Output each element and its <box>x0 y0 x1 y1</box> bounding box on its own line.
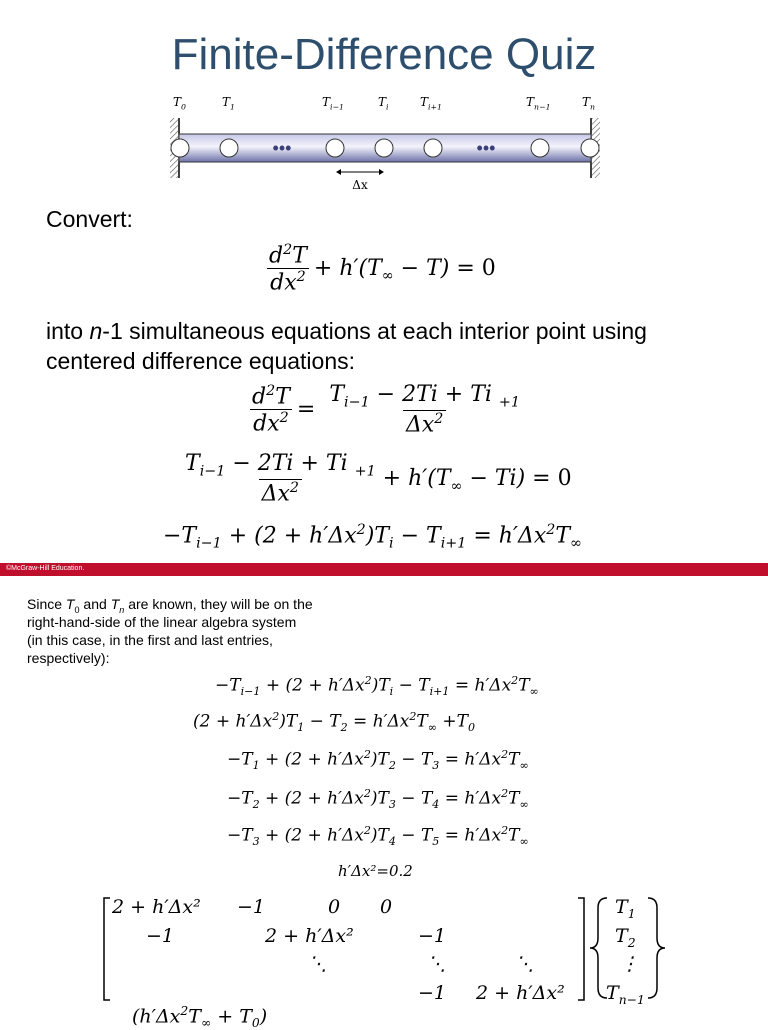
node-label-ti: $T_i$ <box>378 95 389 112</box>
centered-text: centered difference equations: <box>46 348 356 374</box>
system-eq-2: $-T_1 + (2 + h'\Delta x^2)T_2 - T_3 = h'\Delta x^2T_\infty$ <box>227 748 529 773</box>
matrix-r3c1: ⋱ <box>308 953 327 975</box>
since-line-2: right-hand-side of the linear algebra system <box>27 614 297 630</box>
matrix-r1c1: 2 + h′Δx² <box>112 896 201 918</box>
node-circle <box>171 139 189 157</box>
rod-ellipsis-left: ••• <box>272 138 292 158</box>
matrix-r1c2: −1 <box>237 896 266 918</box>
vector-tn-1: $T_{n-1}$ <box>606 982 645 1007</box>
matrix-r4c2: 2 + h′Δx² <box>476 982 565 1004</box>
matrix-r2c3: −1 <box>418 925 447 947</box>
final-equation: $-T_{i-1} + (2 + h'\Delta x^2)T_i - T_{i+1} = h'\Delta x^2T_\infty$ <box>163 522 582 552</box>
since-line-4: respectively): <box>27 650 110 666</box>
vector-dots: ⋮ <box>620 953 639 975</box>
node-circle <box>220 139 238 157</box>
matrix-r2c2: 2 + h′Δx² <box>265 925 354 947</box>
since-line-3: (in this case, in the first and last entries, <box>27 632 273 648</box>
h-value: h′Δx²=0.2 <box>338 862 413 880</box>
node-circle <box>531 139 549 157</box>
centered-difference-equation: $\frac{d^2T}{dx^2}$ = $\frac{T_{i-1} - 2Ti + Ti _{+1}}{\Delta x^2}$ <box>252 382 520 438</box>
system-eq-4: $-T_3 + (2 + h'\Delta x^2)T_4 - T_5 = h'\Delta x^2T_\infty$ <box>227 824 529 849</box>
node-label-t0: $T_0$ <box>173 95 186 112</box>
dx-label: Δx <box>352 178 368 192</box>
substituted-equation: $\frac{T_{i-1} - 2Ti + Ti _{+1}}{\Delta x^2}$ + $h'(T_\infty - Ti) = 0$ <box>185 451 572 507</box>
system-eq-1: $(2 + h'\Delta x^2)T_1 - T_2 = h'\Delta x^2T_\infty +T_0$ <box>193 710 475 735</box>
matrix-r2c1: −1 <box>146 925 175 947</box>
copyright: ©McGraw-Hill Education. <box>6 565 85 572</box>
vector-t2: $T_2$ <box>615 925 636 950</box>
rod-ellipsis-right: ••• <box>476 138 496 158</box>
node-label-ti-1: $T_{i-1}$ <box>322 95 345 112</box>
ode-equation: $\frac{d^2T}{dx^2}$ + $h'(T_\infty - T) = 0$ <box>269 242 496 296</box>
node-circle <box>581 139 599 157</box>
node-circle <box>375 139 393 157</box>
since-line-1: Since $T_0$ and $T_n$ are known, they will be on the <box>27 596 313 615</box>
matrix-r4c1: −1 <box>418 982 447 1004</box>
node-label-t1: $T_1$ <box>222 95 235 112</box>
matrix-r1c4: 0 <box>380 896 393 918</box>
node-circle <box>326 139 344 157</box>
footer-bar <box>0 563 768 576</box>
system-eq-general: $-T_{i-1} + (2 + h'\Delta x^2)T_i - T_{i+1} = h'\Delta x^2T_\infty$ <box>215 674 539 699</box>
node-label-tn: $T_n$ <box>582 95 596 112</box>
node-label-ti+1: $T_{i+1}$ <box>420 95 443 112</box>
matrix-r3c3: ⋱ <box>515 953 534 975</box>
vector-t1: $T_1$ <box>615 896 636 921</box>
system-eq-3: $-T_2 + (2 + h'\Delta x^2)T_3 - T_4 = h'\Delta x^2T_\infty$ <box>227 787 529 812</box>
node-label-tn-1: $T_{n-1}$ <box>526 95 551 112</box>
rhs-first-entry: $(h'\Delta x^2T_\infty + T_0)$ <box>132 1004 268 1030</box>
node-circle <box>424 139 442 157</box>
matrix-r1c3: 0 <box>328 896 341 918</box>
convert-label: Convert: <box>46 206 133 232</box>
into-text: into n-1 simultaneous equations at each interior point using <box>46 318 647 344</box>
page-title: Finite-Difference Quiz <box>171 30 597 79</box>
matrix-r3c2: ⋱ <box>427 953 446 975</box>
